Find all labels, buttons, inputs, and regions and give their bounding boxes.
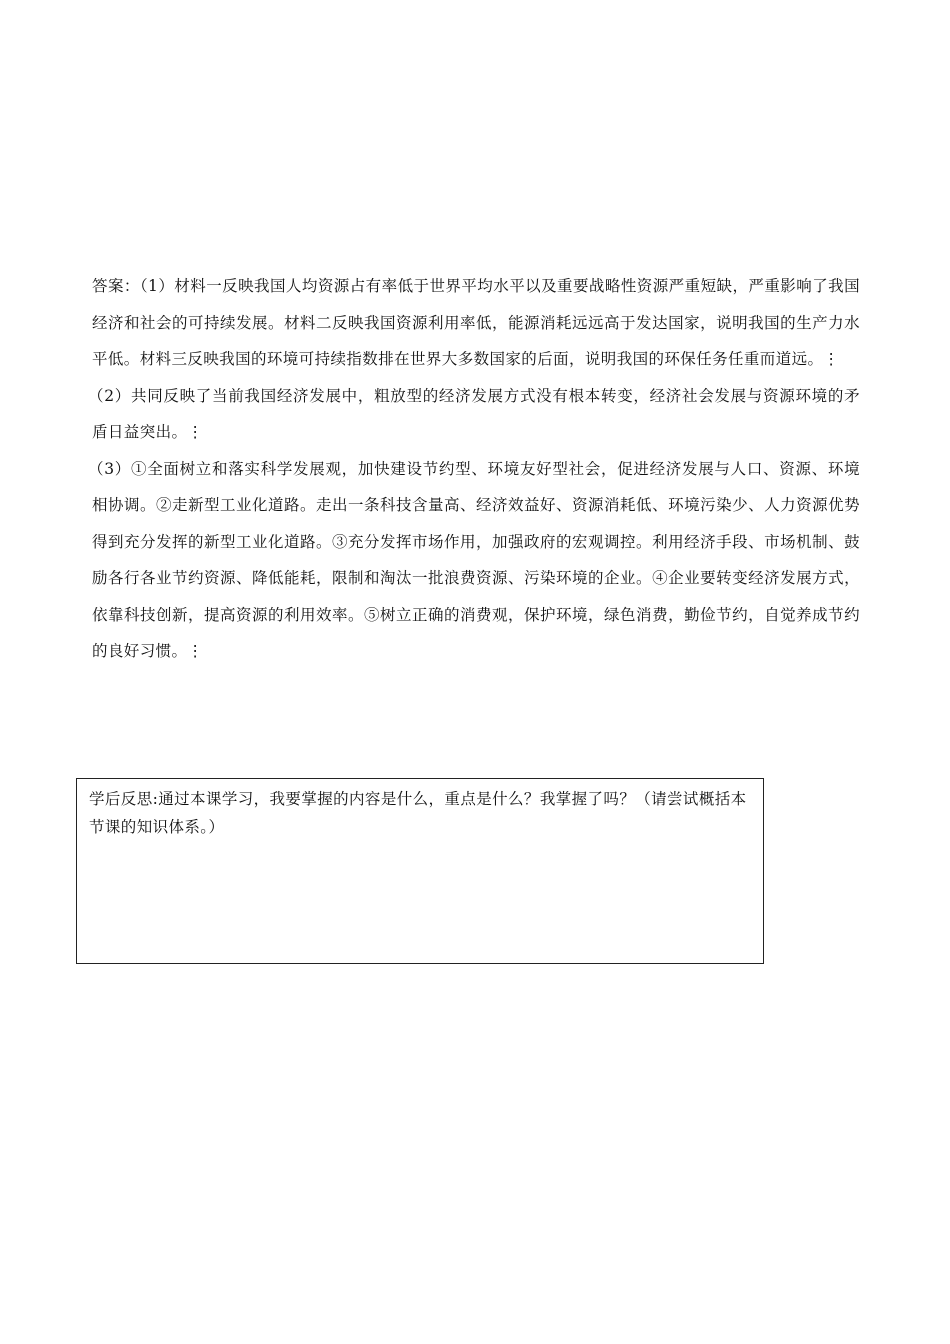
answer-paragraph-2: （2）共同反映了当前我国经济发展中，粗放型的经济发展方式没有根本转变，经济社会发展与资源环境的矛盾日益突出。⋮ (88, 386, 860, 441)
answer-paragraph-3: （3）①全面树立和落实科学发展观，加快建设节约型、环境友好型社会，促进经济发展与人口、资源、环境相协调。②走新型工业化道路。走出一条科技含量高、经济效益好、资源消耗低、环境污染少、人力资源优势得到充分发挥的新型工业化道路。③充分发挥市场作用，加强政府的宏观调控。利用经济手段、市场机制、鼓励各行各业节约资源、降低能耗，限制和淘汰一批浪费资源、污染环境的企业。④企业要转变经济发展方式，依靠科技创新，提高资源的利用效率。⑤树立正确的消费观，保护环境，绿色消费，勤俭节约，自觉养成节约的良好习惯。⋮ (88, 459, 860, 660)
reflection-box (76, 778, 764, 964)
answer-section (88, 268, 860, 670)
reflection-prompt: 学后反思:通过本课学习，我要掌握的内容是什么，重点是什么？我掌握了吗？（请尝试概括本节课的知识体系。） (89, 790, 747, 836)
answer-paragraph-1: 答案：（1）材料一反映我国人均资源占有率低于世界平均水平以及重要战略性资源严重短缺，严重影响了我国经济和社会的可持续发展。材料二反映我国资源利用率低，能源消耗远远高于发达国家，说明我国的生产力水平低。材料三反映我国的环境可持续指数排在世界大多数国家的后面，说明我国的环保任务任重而道远。⋮ (92, 277, 860, 368)
